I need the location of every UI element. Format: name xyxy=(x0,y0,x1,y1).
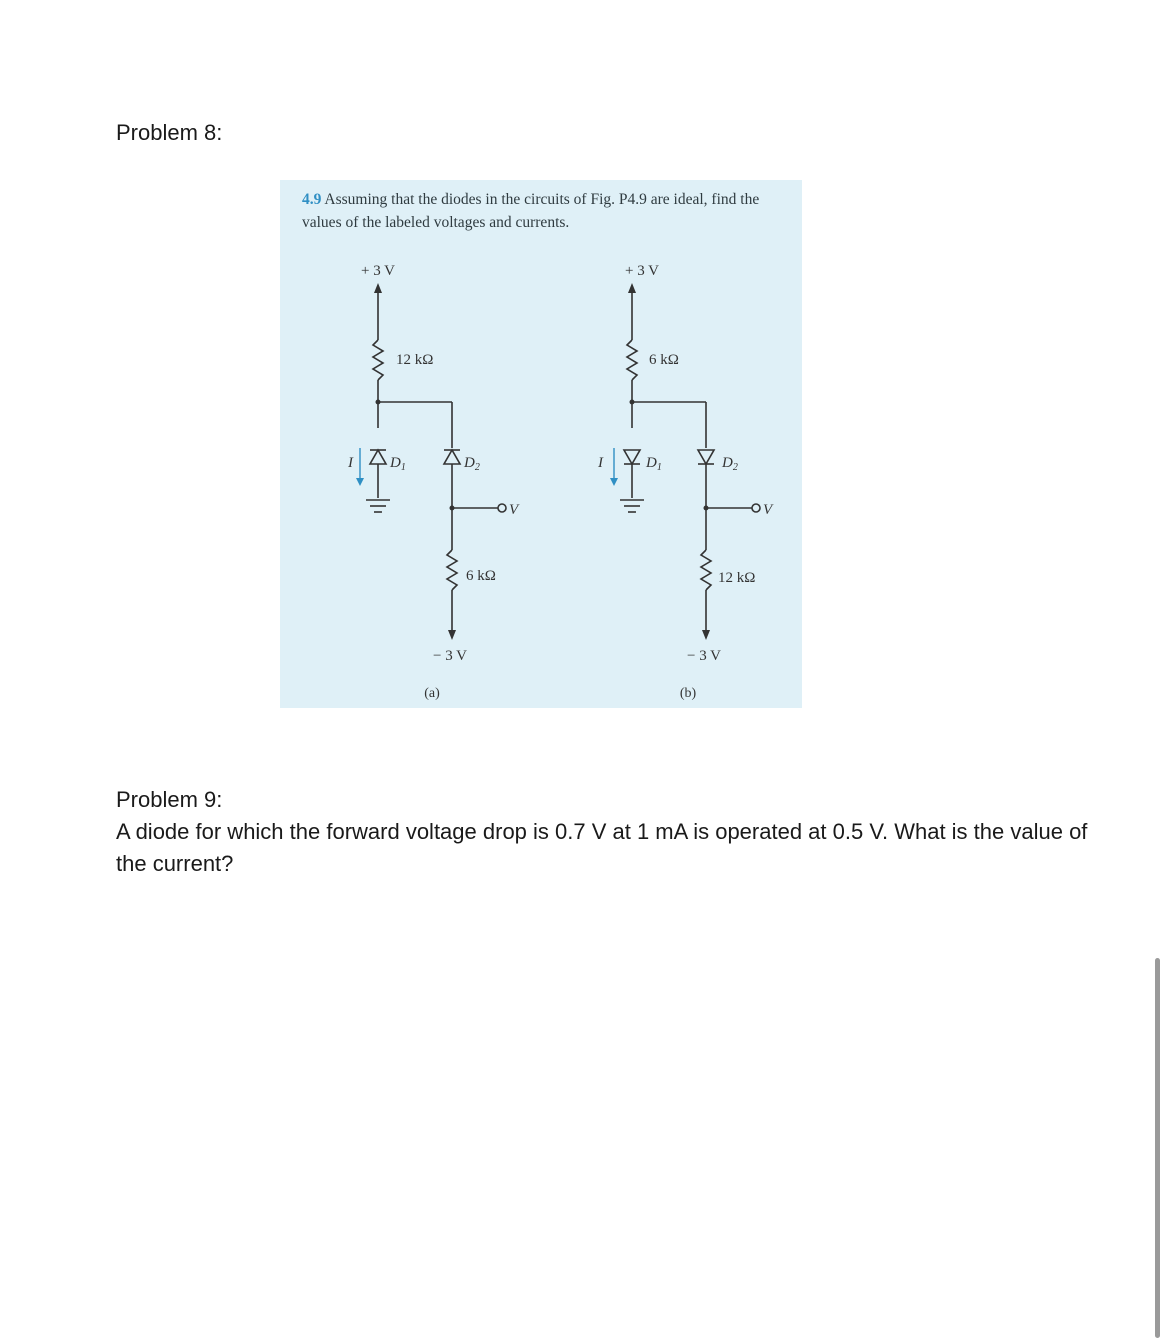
d2-label-b: $D_2$ xyxy=(722,455,738,473)
circuit-a-label: (a) xyxy=(424,686,440,701)
d1-label-a: $D_1$ xyxy=(390,455,406,473)
r-top-b-label: 6 kΩ xyxy=(649,352,679,368)
current-label-a: I xyxy=(348,455,353,471)
current-label-b: I xyxy=(598,455,603,471)
output-v-a: V xyxy=(509,502,519,518)
problem-8-title: Problem 8: xyxy=(116,120,223,145)
diode-d1-a xyxy=(370,450,386,464)
resistor-bottom-b xyxy=(701,550,711,590)
supply-arrow-up xyxy=(374,283,382,293)
figure-number: 4.9 xyxy=(302,191,322,208)
resistor-bottom-a xyxy=(447,550,457,590)
circuit-b-label: (b) xyxy=(679,686,697,701)
supply-top-a: + 3 V xyxy=(360,263,396,279)
resistor-top-a xyxy=(373,340,383,380)
diode-d2-b xyxy=(698,450,714,464)
supply-top-b: + 3 V xyxy=(624,263,660,279)
r-top-a-label: 12 kΩ xyxy=(396,352,434,368)
supply-arrow-up xyxy=(628,283,636,293)
circuit-diagrams xyxy=(280,180,802,708)
r-bottom-a-label: 6 kΩ xyxy=(466,568,496,584)
d2-label-a: $D_2$ xyxy=(464,455,480,473)
resistor-top-b xyxy=(627,340,637,380)
supply-bottom-b: − 3 V xyxy=(686,648,722,664)
diode-d2-a xyxy=(444,450,460,464)
problem-9-text: A diode for which the forward voltage drop is 0.7 V at 1 mA is operated at 0.5 V. What is the value of the current? xyxy=(116,819,1088,876)
supply-bottom-a: − 3 V xyxy=(432,648,468,664)
problem-9-title: Problem 9: xyxy=(116,787,223,812)
supply-arrow-down xyxy=(702,630,710,640)
circuit-b-labels xyxy=(597,263,774,701)
supply-arrow-down xyxy=(448,630,456,640)
circuit-a-labels xyxy=(347,263,520,701)
circuit-a xyxy=(356,283,506,640)
r-bottom-b-label: 12 kΩ xyxy=(718,570,756,586)
figure-caption-text: Assuming that the diodes in the circuits of Fig. P4.9 are ideal, find the values of the labeled voltages and currents. xyxy=(302,191,760,231)
figure-p4-9 xyxy=(280,180,802,708)
diode-d1-b xyxy=(624,450,640,464)
output-v-b: V xyxy=(763,502,773,518)
d1-label-b: $D_1$ xyxy=(646,455,662,473)
scrollbar[interactable] xyxy=(1155,958,1160,1338)
